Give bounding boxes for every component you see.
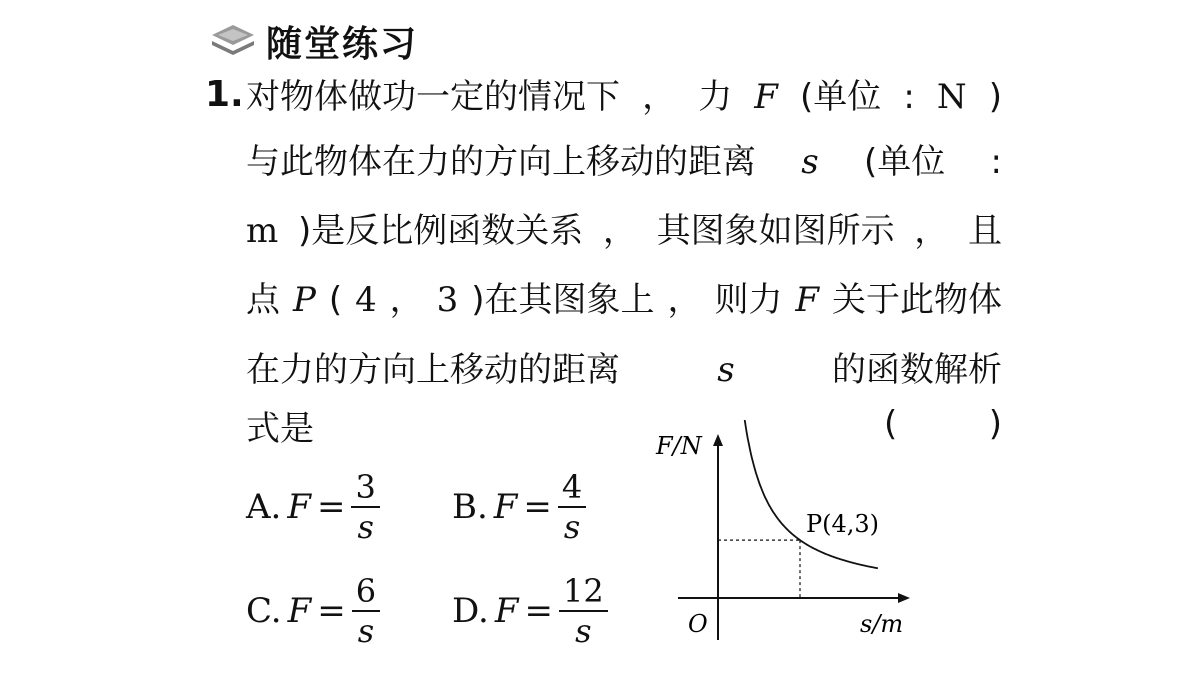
numerator: 3 <box>351 468 379 508</box>
section-title: 随堂练习 <box>266 23 419 65</box>
question-line-5 <box>246 345 1002 395</box>
fraction <box>558 468 586 546</box>
unit-m: m <box>246 211 279 251</box>
y-axis-label: F/N <box>656 432 702 460</box>
variable-s: s <box>717 350 735 390</box>
origin-label: O <box>688 610 708 638</box>
option-eq: = <box>523 487 552 527</box>
numerator: 4 <box>558 468 586 508</box>
question-line-2 <box>246 137 1002 187</box>
comma: ， <box>602 211 637 251</box>
coord-y: 3 <box>436 280 459 320</box>
text-segment: 对物体做功一定的情况下 <box>246 77 620 117</box>
text-segment: 且 <box>967 211 1002 251</box>
variable-P: P <box>292 280 316 320</box>
option-eq: = <box>317 591 346 631</box>
x-axis-label: s/m <box>860 610 904 638</box>
option-letter: C. <box>246 591 282 631</box>
text-segment: 关于此物体 <box>831 280 1002 320</box>
text-segment: (单位 <box>863 142 946 182</box>
question-line-4 <box>246 275 1002 325</box>
text-segment: 在力的方向上移动的距离 <box>246 350 620 390</box>
text-segment: 的函数解析 <box>831 350 1002 390</box>
denominator: s <box>357 508 374 546</box>
text-segment: )是反比例函数关系 <box>297 211 584 251</box>
option-var: F <box>493 487 518 527</box>
colon: : <box>990 142 1002 182</box>
question-line-1 <box>246 72 1002 122</box>
inverse-proportion-graph <box>640 420 930 655</box>
text-segment: 其图象如图所示 <box>656 211 895 251</box>
comma: ， <box>389 280 424 320</box>
denominator: s <box>575 612 592 650</box>
answer-close-paren: ) <box>988 404 1002 444</box>
option-letter: D. <box>452 591 489 631</box>
y-axis-arrow <box>713 434 723 446</box>
comma: ， <box>914 211 949 251</box>
option-var: F <box>494 591 519 631</box>
option-d[interactable] <box>452 566 608 656</box>
text-segment: 力 <box>698 77 733 117</box>
fraction <box>351 468 379 546</box>
question-number: 1. <box>205 74 244 115</box>
comma: ， <box>667 280 702 320</box>
option-c[interactable] <box>246 566 380 656</box>
section-header <box>208 18 418 64</box>
graph-svg <box>640 420 930 655</box>
fraction <box>559 572 608 650</box>
option-b[interactable] <box>452 462 586 552</box>
coord-x: 4 <box>355 280 377 320</box>
variable-F: F <box>754 77 778 117</box>
variable-F: F <box>795 280 820 320</box>
denominator: s <box>357 612 375 650</box>
text-segment: (单位 <box>799 77 882 117</box>
denominator: s <box>563 508 581 546</box>
numerator: 12 <box>559 572 608 612</box>
option-eq: = <box>524 591 553 631</box>
fraction <box>352 572 380 650</box>
open-paren: ( <box>328 280 343 320</box>
option-letter: B. <box>452 487 488 527</box>
option-var: F <box>287 591 312 631</box>
x-axis-arrow <box>898 593 910 603</box>
text-segment: 则力 <box>714 280 783 320</box>
close-paren: ) <box>988 77 1002 117</box>
question-line-3 <box>246 206 1002 256</box>
colon: : <box>903 77 915 117</box>
option-letter: A. <box>246 487 282 527</box>
text-segment: 点 <box>246 280 280 320</box>
text-segment: 式是 <box>246 409 314 449</box>
comma: ， <box>642 77 677 117</box>
text-segment: 与此物体在力的方向上移动的距离 <box>246 142 756 182</box>
inverse-curve <box>745 420 878 568</box>
point-label: P(4,3) <box>806 510 880 538</box>
answer-open-paren: ( <box>884 404 898 444</box>
unit-N: N <box>936 77 967 117</box>
numerator: 6 <box>352 572 380 612</box>
option-eq: = <box>316 487 346 527</box>
stacked-layers-icon <box>208 21 258 61</box>
variable-s: s <box>801 142 819 182</box>
text-segment: )在其图象上 <box>471 280 655 320</box>
option-var: F <box>287 487 311 527</box>
option-a[interactable] <box>246 462 380 552</box>
